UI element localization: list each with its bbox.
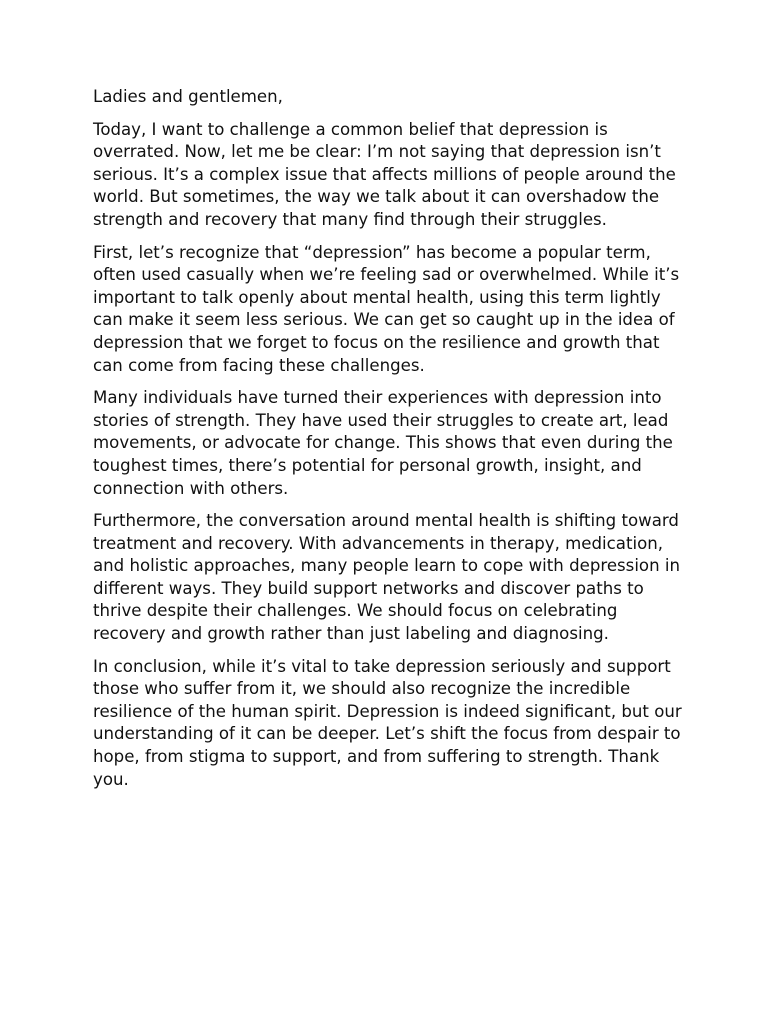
paragraph-conclusion: In conclusion, while it’s vital to take depression seriously and support those who suffer from it, we should also recognize the incredible resilience of the human spirit. Depression is indeed significant, but our understanding of it can be deeper. Let’s shift the focus from despair to hope, from stigma to support, and from suffering to strength. Thank you. [93, 656, 682, 789]
paragraph-stories-of-strength: Many individuals have turned their experiences with depression into stories of strength. They have used their struggles to create art, lead movements, or advocate for change. This shows that even during the toughest times, there’s potential for personal growth, insight, and connection with others. [93, 388, 673, 498]
paragraph-treatment-recovery: Furthermore, the conversation around mental health is shifting toward treatment and recovery. With advancements in therapy, medication, and holistic approaches, many people learn to cope with depression in different ways. They build support networks and discover paths to thrive despite their challenges. We should focus on celebrating recovery and growth rather than just labeling and diagnosing. [93, 511, 680, 644]
paragraph-popular-term: First, let’s recognize that “depression” has become a popular term, often used casually when we’re feeling sad or overwhelmed. While it’s important to talk openly about mental health, using this term lightly can make it seem less serious. We can get so caught up in the idea of depression that we forget to focus on the resilience and growth that can come from facing these challenges. [93, 242, 680, 375]
salutation: Ladies and gentlemen, [93, 87, 283, 106]
paragraph-intro: Today, I want to challenge a common belief that depression is overrated. Now, let me be clear: I’m not saying that depression isn’t serious. It’s a complex issue that affects millions of people around the world. But sometimes, the way we talk about it can overshadow the strength and recovery that many find through their struggles. [93, 119, 676, 229]
document-body [93, 86, 683, 801]
